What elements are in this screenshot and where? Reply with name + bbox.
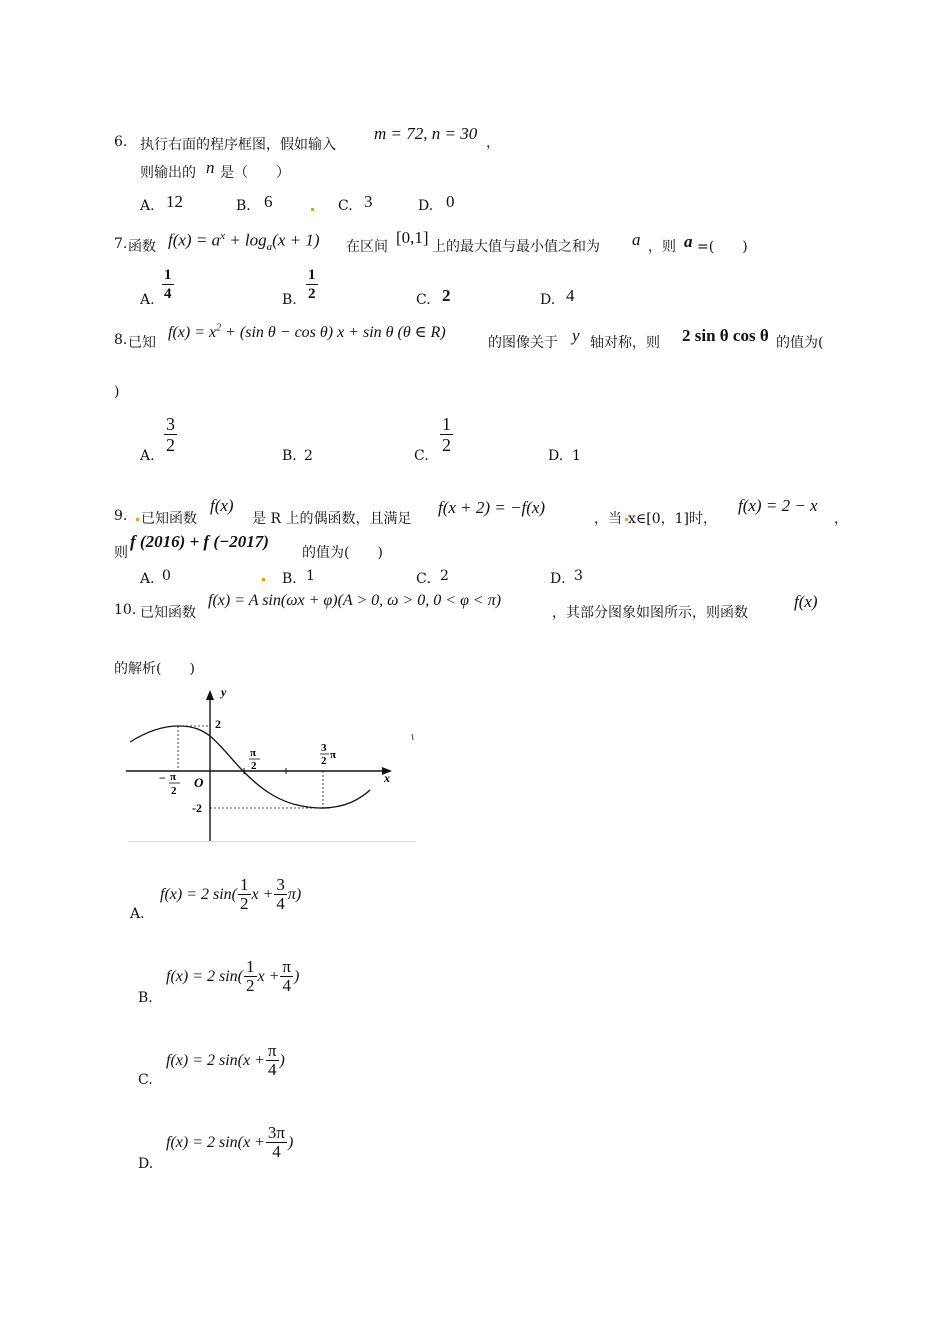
q7-text5: =( ): [697, 239, 748, 255]
q7-option-d-value: 4: [566, 286, 575, 305]
q10-option-c-label: C.: [138, 1072, 153, 1088]
q7-option-b-fraction: $\frac{1}{2}$: [308, 267, 316, 302]
q6-option-c-label: C.: [338, 198, 353, 214]
q6-math: m = 72, n = 30: [374, 124, 478, 143]
q10-text3: 的解析( ): [114, 661, 195, 677]
q8-option-c-fraction: $\frac{1}{2}$: [442, 414, 451, 455]
q6-comma: ，: [486, 135, 500, 151]
neg-half-pi-num: π: [170, 771, 177, 783]
q6-option-d-value: 0: [446, 192, 455, 211]
y-axis-arrow: [206, 690, 214, 700]
q9-option-d-value: 3: [574, 568, 583, 584]
q9-text5: 则: [114, 545, 128, 561]
q10-text1: 已知函数: [140, 605, 196, 621]
q7-option-c-value: 2: [442, 286, 451, 305]
q7-option-c-label: C.: [416, 292, 431, 308]
three-half-num: 3: [321, 742, 327, 754]
q9-math4: f (2016) + f (−2017): [130, 532, 269, 551]
q8-option-d-label: D.: [548, 448, 564, 464]
q10-option-a-label: A.: [130, 906, 145, 922]
q6-option-c-value: 3: [364, 192, 373, 211]
q10-option-b-formula: f(x) = 2 sin( $\frac{1}{2}$ x + $\frac{\pi}{4}$ ): [166, 957, 300, 995]
q7-text4: ，则: [648, 239, 676, 255]
sine-graph: [126, 684, 422, 844]
q9-math1: f(x): [210, 496, 234, 515]
q8-math: $f(x) = x^2 + (\sin$ θ − cos θ) x + sin θ (θ ∈ R): [168, 322, 446, 341]
q6-line2a: 则输出的: [140, 165, 196, 181]
sine-curve: [130, 726, 370, 808]
q9-number: 9.: [114, 508, 128, 524]
q9-text3: ，当: [594, 511, 622, 527]
q7-option-a-fraction: $\frac{1}{4}$: [164, 267, 172, 302]
q9-text1: 已知函数: [141, 511, 197, 527]
q6-option-d-label: D.: [418, 198, 434, 214]
q7-interval: [0,1]: [396, 228, 429, 247]
neg-half-pi-den: 2: [171, 785, 177, 797]
q7-var: a: [632, 230, 641, 249]
q7-var2: a: [684, 232, 693, 251]
q8-text1: 已知: [128, 335, 156, 351]
q7-number: 7.: [114, 236, 128, 252]
half-pi-den: 2: [251, 760, 257, 772]
tick-label-2: 2: [215, 717, 221, 731]
three-half-pi: π: [330, 749, 337, 761]
q10-option-b-label: B.: [138, 990, 153, 1006]
q10-option-a-formula: f(x) = 2 sin( $\frac{1}{2}$ x + $\frac{3}{4}$ π): [160, 875, 302, 913]
q8-expr: 2 sin θ cos θ: [682, 326, 769, 345]
graph-divider: [128, 841, 416, 842]
q8-option-a-fraction: $\frac{3}{2}$: [166, 414, 175, 455]
q10-number: 10.: [114, 602, 137, 618]
x-axis-label: x: [384, 771, 390, 785]
q8-text3: 轴对称，则: [590, 335, 660, 351]
q7-option-b-label: B.: [282, 292, 297, 308]
q9-option-c-value: 2: [440, 568, 449, 584]
q8-option-b-value: 2: [304, 448, 313, 464]
q7-option-d-label: D.: [540, 292, 556, 308]
q7-text1: 函数: [128, 239, 156, 255]
q6-option-a-label: A.: [140, 198, 155, 214]
tick-label-neg2: -2: [192, 801, 202, 815]
q9-math2: f(x + 2) = −f(x): [438, 498, 546, 517]
q7-text3: 上的最大值与最小值之和为: [432, 239, 600, 255]
q9-math3: f(x) = 2 − x: [738, 496, 818, 515]
q10-option-d-label: D.: [138, 1156, 154, 1172]
q8-option-c-label: C.: [414, 448, 429, 464]
q8-text2: 的图像关于: [488, 335, 558, 351]
q9-option-a-value: 0: [162, 568, 171, 584]
q10-math1: f(x) = A sin(ωx + φ)(A > 0, ω > 0, 0 < φ < π): [208, 592, 502, 609]
q8-text4: 的值为(: [776, 335, 824, 351]
three-half-den: 2: [321, 755, 327, 767]
q6-text: 执行右面的程序框图，假如输入: [140, 137, 336, 153]
q10-math2: f(x): [794, 592, 818, 611]
q7-option-a-label: A.: [140, 292, 155, 308]
q10-option-d-formula: f(x) = 2 sin(x + $\frac{3\pi}{4}$ ): [166, 1123, 294, 1161]
q6-line2b: 是（ ）: [220, 165, 290, 181]
q6-option-b-label: B.: [236, 198, 251, 214]
q6-line2-var: n: [206, 158, 215, 177]
stray-mark: [412, 734, 413, 740]
q9-option-c-label: C．: [416, 571, 441, 587]
q8-close-paren: ): [114, 384, 120, 400]
q8-option-b-label: B.: [282, 448, 297, 464]
q6-option-a-value: 12: [166, 192, 183, 211]
stray-dot: [311, 208, 314, 211]
q6-option-b-value: 6: [264, 192, 273, 211]
stray-dot: [136, 518, 139, 521]
q7-math: $f(x) = a^x + \log_a(x + 1)$: [168, 230, 320, 254]
q9-text6: 的值为( ): [302, 545, 383, 561]
origin-label: O: [194, 775, 204, 790]
q9-text2: 是 R 上的偶函数，且满足: [252, 511, 412, 527]
q7-text2: 在区间: [346, 239, 388, 255]
q9-option-b-value: 1: [306, 568, 315, 584]
q10-text2: ，其部分图象如图所示，则函数: [552, 605, 748, 621]
neg-sign: −: [159, 771, 166, 785]
y-axis-label: y: [221, 685, 227, 699]
q8-option-a-label: A.: [140, 448, 155, 464]
q9-option-a-label: A．: [140, 571, 165, 587]
q9-text3b: x∈[0，1]时，: [628, 511, 717, 527]
half-pi-num: π: [250, 747, 257, 759]
q8-option-d-value: 1: [572, 448, 581, 464]
q10-option-c-formula: f(x) = 2 sin(x + $\frac{\pi}{4}$ ): [166, 1041, 285, 1079]
q6-number: 6.: [114, 134, 128, 150]
q9-option-b-label: B．: [282, 571, 307, 587]
q8-number: 8.: [114, 332, 128, 348]
q8-var: y: [572, 326, 580, 345]
stray-dot: [262, 578, 265, 581]
q9-option-d-label: D．: [550, 571, 576, 587]
q9-text4: ，: [834, 511, 848, 527]
